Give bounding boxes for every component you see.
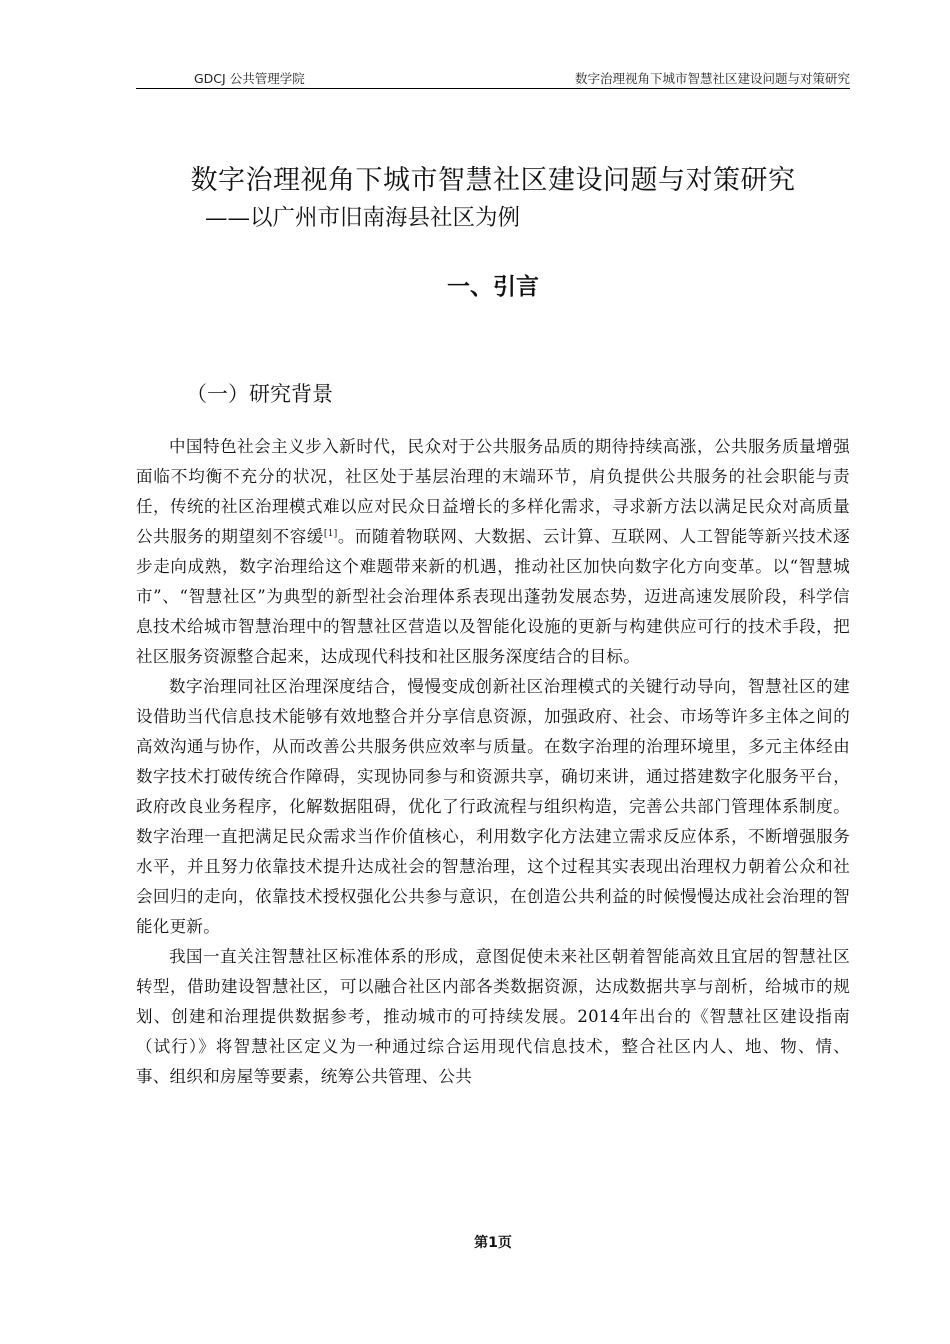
header-institution: GDCJ 公共管理学院 (194, 71, 305, 86)
paper-title: 数字治理视角下城市智慧社区建设问题与对策研究 (190, 165, 796, 196)
subsection-heading: （一）研究背景 (186, 382, 333, 406)
paragraph-3: 我国一直关注智慧社区标准体系的形成，意图促使未来社区朝着智能高效且宜居的智慧社区转型，借助建设智慧社区，可以融合社区内部各类数据资源，达成数据共享与剖析，给城市的规划、创建和治理提供数据参考，推动城市的可持续发展。2014年出台的《智慧社区建设指南（试行）》将智慧社区定义为一种通过综合运用现代信息技术，整合社区内人、地、物、情、事、组织和房屋等要素，统筹公共管理、公共 (136, 947, 850, 1086)
header-rule (136, 88, 850, 89)
paragraph-1-text-a: 中国特色社会主义步入新时代，民众对于公共服务品质的期待持续高涨，公共服务质量增强面临不均衡不充分的状况，社区处于基层治理的末端环节，肩负提供公共服务的社会职能与责任，传统的社区治理模式难以应对民众日益增长的多样化需求，寻求新方法以满足民众对高质量公共服务的期望刻不容缓 (136, 437, 850, 546)
body-text (136, 432, 850, 1092)
section-heading: 一、引言 (447, 274, 539, 300)
paragraph-1 (136, 432, 850, 672)
page-header (136, 64, 850, 88)
paragraph-1-text-b: 。而随着物联网、大数据、云计算、互联网、人工智能等新兴技术逐步走向成熟，数字治理给这个难题带来新的机遇，推动社区加快向数字化方向变革。以“智慧城市”、“智慧社区”为典型的新型社会治理体系表现出蓬勃发展态势，迈进高速发展阶段，科学信息技术给城市智慧治理中的智慧社区营造以及智能化设施的更新与构建供应可行的技术手段，把社区服务资源整合起来，达成现代科技和社区服务深度结合的目标。 (136, 527, 850, 666)
page-number: 第1页 (474, 1235, 512, 1251)
paragraph-2: 数字治理同社区治理深度结合，慢慢变成创新社区治理模式的关键行动导向，智慧社区的建设借助当代信息技术能够有效地整合并分享信息资源，加强政府、社会、市场等许多主体之间的高效沟通与协作，从而改善公共服务供应效率与质量。在数字治理的治理环境里，多元主体经由数字技术打破传统合作障碍，实现协同参与和资源共享，确切来讲，通过搭建数字化服务平台，政府改良业务程序，化解数据阻碍，优化了行政流程与组织构造，完善公共部门管理体系制度。数字治理一直把满足民众需求当作价值核心，利用数字化方法建立需求反应体系，不断增强服务水平，并且努力依靠技术提升达成社会的智慧治理，这个过程其实表现出治理权力朝着公众和社会回归的走向，依靠技术授权强化公共参与意识，在创造公共利益的时候慢慢达成社会治理的智能化更新。 (136, 677, 850, 936)
paper-subtitle: ——以广州市旧南海县社区为例 (205, 205, 521, 231)
citation-ref-1[interactable]: [1] (323, 529, 338, 539)
header-running-title: 数字治理视角下城市智慧社区建设问题与对策研究 (574, 71, 850, 86)
